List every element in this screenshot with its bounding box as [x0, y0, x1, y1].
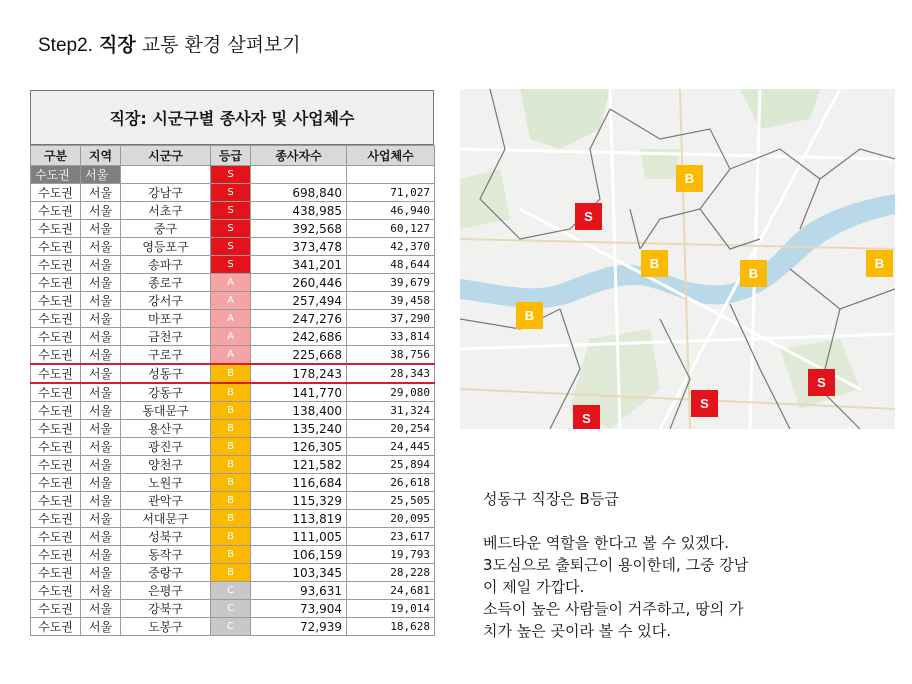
- cell-area: 수도권: [31, 310, 81, 328]
- cell-businesses: 19,014: [347, 600, 435, 618]
- map-badge-b-yongsan: B: [641, 250, 668, 277]
- cell-district: 서대문구: [121, 510, 211, 528]
- cell-workers: 138,400: [251, 402, 347, 420]
- region-blank: [121, 166, 211, 184]
- cell-businesses: 26,618: [347, 474, 435, 492]
- cell-workers: 113,819: [251, 510, 347, 528]
- data-table: [30, 145, 435, 636]
- cell-grade: B: [211, 546, 251, 564]
- map-badge-b-dongdaemun: B: [676, 165, 703, 192]
- cell-region: 서울: [81, 346, 121, 365]
- cell-area: 수도권: [31, 383, 81, 402]
- cell-workers: 141,770: [251, 383, 347, 402]
- title-bold: 직장: [98, 34, 136, 56]
- cell-businesses: 39,679: [347, 274, 435, 292]
- cell-region: 서울: [81, 184, 121, 202]
- cell-businesses: 24,445: [347, 438, 435, 456]
- cell-region: 서울: [81, 474, 121, 492]
- table-row: [31, 310, 435, 328]
- cell-area: 수도권: [31, 510, 81, 528]
- map-badge-s-jung: S: [575, 203, 602, 230]
- cell-district: 동대문구: [121, 402, 211, 420]
- table-row: [31, 292, 435, 310]
- cell-district: 용산구: [121, 420, 211, 438]
- cell-workers: 260,446: [251, 274, 347, 292]
- cell-businesses: 60,127: [347, 220, 435, 238]
- cell-workers: 247,276: [251, 310, 347, 328]
- cell-district: 중구: [121, 220, 211, 238]
- cell-district: 중랑구: [121, 564, 211, 582]
- cell-area: 수도권: [31, 292, 81, 310]
- col-header-area: 구분: [31, 146, 81, 166]
- cell-region: 서울: [81, 220, 121, 238]
- cell-grade: B: [211, 402, 251, 420]
- cell-grade: A: [211, 292, 251, 310]
- cell-grade: B: [211, 438, 251, 456]
- cell-grade: B: [211, 528, 251, 546]
- cell-area: 수도권: [31, 618, 81, 636]
- cell-grade: A: [211, 328, 251, 346]
- cell-district: 마포구: [121, 310, 211, 328]
- cell-businesses: 25,505: [347, 492, 435, 510]
- cell-area: 수도권: [31, 328, 81, 346]
- cell-district: 도봉구: [121, 618, 211, 636]
- table-row: [31, 528, 435, 546]
- seoul-map: [460, 89, 895, 429]
- cell-district: 성동구: [121, 364, 211, 383]
- cell-workers: 111,005: [251, 528, 347, 546]
- table-row: [31, 274, 435, 292]
- cell-district: 성북구: [121, 528, 211, 546]
- cell-region: 서울: [81, 582, 121, 600]
- cell-workers: 178,243: [251, 364, 347, 383]
- col-header-workers: 종사자수: [251, 146, 347, 166]
- cell-region: 서울: [81, 546, 121, 564]
- region-name: 서울: [81, 166, 121, 184]
- region-area: 수도권: [31, 166, 81, 184]
- cell-businesses: 25,894: [347, 456, 435, 474]
- map-badge-s-songpa: S: [808, 369, 835, 396]
- cell-workers: 106,159: [251, 546, 347, 564]
- cell-grade: A: [211, 346, 251, 365]
- commentary-line: 치가 높은 곳이라 볼 수 있다.: [483, 622, 671, 640]
- cell-workers: 93,631: [251, 582, 347, 600]
- table-row: [31, 510, 435, 528]
- cell-grade: C: [211, 618, 251, 636]
- cell-grade: S: [211, 184, 251, 202]
- cell-businesses: 20,095: [347, 510, 435, 528]
- cell-area: 수도권: [31, 492, 81, 510]
- cell-district: 구로구: [121, 346, 211, 365]
- cell-businesses: 24,681: [347, 582, 435, 600]
- table-row: [31, 618, 435, 636]
- commentary-heading: 성동구 직장은 B등급: [483, 490, 619, 508]
- col-header-district: 시군구: [121, 146, 211, 166]
- cell-district: 관악구: [121, 492, 211, 510]
- cell-region: 서울: [81, 528, 121, 546]
- table-row: [31, 238, 435, 256]
- commentary: [483, 488, 843, 642]
- cell-workers: 121,582: [251, 456, 347, 474]
- cell-grade: S: [211, 202, 251, 220]
- cell-district: 은평구: [121, 582, 211, 600]
- cell-district: 금천구: [121, 328, 211, 346]
- table-row: [31, 582, 435, 600]
- cell-businesses: 31,324: [347, 402, 435, 420]
- cell-district: 종로구: [121, 274, 211, 292]
- cell-area: 수도권: [31, 456, 81, 474]
- cell-workers: 115,329: [251, 492, 347, 510]
- map-badge-b-mapo: B: [516, 302, 543, 329]
- cell-grade: B: [211, 492, 251, 510]
- table-row: [31, 328, 435, 346]
- commentary-line: 소득이 높은 사람들이 거주하고, 땅의 가: [483, 600, 744, 618]
- cell-region: 서울: [81, 510, 121, 528]
- cell-region: 서울: [81, 274, 121, 292]
- cell-businesses: 28,343: [347, 364, 435, 383]
- cell-area: 수도권: [31, 600, 81, 618]
- cell-area: 수도권: [31, 420, 81, 438]
- region-blank: [347, 166, 435, 184]
- map-badge-s-gangnam: S: [691, 390, 718, 417]
- table-row: [31, 346, 435, 365]
- title-rest: 교통 환경 살펴보기: [141, 34, 301, 56]
- cell-businesses: 37,290: [347, 310, 435, 328]
- table-header-row: [31, 146, 435, 166]
- cell-businesses: 39,458: [347, 292, 435, 310]
- cell-area: 수도권: [31, 184, 81, 202]
- cell-grade: B: [211, 383, 251, 402]
- cell-workers: 373,478: [251, 238, 347, 256]
- cell-district: 강서구: [121, 292, 211, 310]
- page-title: [38, 30, 301, 57]
- cell-grade: B: [211, 564, 251, 582]
- cell-region: 서울: [81, 600, 121, 618]
- cell-region: 서울: [81, 202, 121, 220]
- cell-region: 서울: [81, 256, 121, 274]
- workplace-table: [30, 90, 434, 636]
- cell-district: 노원구: [121, 474, 211, 492]
- cell-district: 강남구: [121, 184, 211, 202]
- cell-grade: S: [211, 256, 251, 274]
- cell-area: 수도권: [31, 528, 81, 546]
- cell-district: 동작구: [121, 546, 211, 564]
- col-header-grade: 등급: [211, 146, 251, 166]
- table-row: [31, 364, 435, 383]
- table-row: [31, 474, 435, 492]
- cell-area: 수도권: [31, 582, 81, 600]
- cell-district: 송파구: [121, 256, 211, 274]
- table-row: [31, 202, 435, 220]
- cell-grade: C: [211, 600, 251, 618]
- col-header-region: 지역: [81, 146, 121, 166]
- region-blank: [251, 166, 347, 184]
- cell-region: 서울: [81, 564, 121, 582]
- commentary-line: 베드타운 역할을 한다고 볼 수 있겠다.: [483, 534, 729, 552]
- table-row: [31, 184, 435, 202]
- cell-grade: B: [211, 420, 251, 438]
- cell-workers: 126,305: [251, 438, 347, 456]
- cell-businesses: 38,756: [347, 346, 435, 365]
- cell-workers: 242,686: [251, 328, 347, 346]
- cell-businesses: 18,628: [347, 618, 435, 636]
- cell-region: 서울: [81, 492, 121, 510]
- cell-area: 수도권: [31, 474, 81, 492]
- cell-district: 광진구: [121, 438, 211, 456]
- cell-grade: B: [211, 510, 251, 528]
- table-row: [31, 564, 435, 582]
- table-row: [31, 383, 435, 402]
- map-badge-b-gwangjin: B: [866, 250, 893, 277]
- cell-area: 수도권: [31, 546, 81, 564]
- cell-workers: 116,684: [251, 474, 347, 492]
- cell-area: 수도권: [31, 438, 81, 456]
- cell-workers: 341,201: [251, 256, 347, 274]
- table-row: [31, 600, 435, 618]
- col-header-businesses: 사업체수: [347, 146, 435, 166]
- commentary-line: 3도심으로 출퇴근이 용이한데, 그중 강남: [483, 556, 749, 574]
- map-badge-s-seocho: S: [573, 405, 600, 429]
- cell-district: 양천구: [121, 456, 211, 474]
- region-row: [31, 166, 435, 184]
- cell-grade: A: [211, 274, 251, 292]
- table-row: [31, 402, 435, 420]
- cell-area: 수도권: [31, 202, 81, 220]
- region-grade: S: [211, 166, 251, 184]
- cell-region: 서울: [81, 328, 121, 346]
- cell-businesses: 20,254: [347, 420, 435, 438]
- cell-grade: C: [211, 582, 251, 600]
- cell-workers: 72,939: [251, 618, 347, 636]
- cell-region: 서울: [81, 310, 121, 328]
- cell-region: 서울: [81, 438, 121, 456]
- table-row: [31, 420, 435, 438]
- cell-area: 수도권: [31, 346, 81, 365]
- cell-businesses: 19,793: [347, 546, 435, 564]
- cell-workers: 225,668: [251, 346, 347, 365]
- table-row: [31, 546, 435, 564]
- cell-area: 수도권: [31, 364, 81, 383]
- cell-grade: A: [211, 310, 251, 328]
- cell-businesses: 48,644: [347, 256, 435, 274]
- cell-businesses: 23,617: [347, 528, 435, 546]
- table-title: 직장: 시군구별 종사자 및 사업체수: [30, 90, 434, 145]
- cell-district: 강북구: [121, 600, 211, 618]
- cell-businesses: 46,940: [347, 202, 435, 220]
- cell-workers: 438,985: [251, 202, 347, 220]
- map-badge-b-seongdong: B: [740, 260, 767, 287]
- cell-region: 서울: [81, 618, 121, 636]
- cell-area: 수도권: [31, 256, 81, 274]
- cell-grade: B: [211, 364, 251, 383]
- cell-workers: 103,345: [251, 564, 347, 582]
- cell-area: 수도권: [31, 238, 81, 256]
- cell-grade: B: [211, 456, 251, 474]
- table-row: [31, 438, 435, 456]
- cell-grade: S: [211, 238, 251, 256]
- cell-businesses: 29,080: [347, 383, 435, 402]
- cell-area: 수도권: [31, 220, 81, 238]
- cell-district: 영등포구: [121, 238, 211, 256]
- cell-businesses: 33,814: [347, 328, 435, 346]
- cell-region: 서울: [81, 383, 121, 402]
- cell-area: 수도권: [31, 274, 81, 292]
- table-row: [31, 220, 435, 238]
- cell-region: 서울: [81, 292, 121, 310]
- title-step: Step2.: [38, 35, 93, 56]
- cell-workers: 698,840: [251, 184, 347, 202]
- cell-workers: 392,568: [251, 220, 347, 238]
- cell-businesses: 71,027: [347, 184, 435, 202]
- table-row: [31, 256, 435, 274]
- cell-workers: 73,904: [251, 600, 347, 618]
- cell-region: 서울: [81, 420, 121, 438]
- cell-region: 서울: [81, 456, 121, 474]
- cell-businesses: 28,228: [347, 564, 435, 582]
- cell-workers: 257,494: [251, 292, 347, 310]
- cell-area: 수도권: [31, 564, 81, 582]
- table-row: [31, 492, 435, 510]
- cell-grade: B: [211, 474, 251, 492]
- cell-region: 서울: [81, 238, 121, 256]
- cell-region: 서울: [81, 364, 121, 383]
- cell-region: 서울: [81, 402, 121, 420]
- cell-businesses: 42,370: [347, 238, 435, 256]
- cell-grade: S: [211, 220, 251, 238]
- cell-workers: 135,240: [251, 420, 347, 438]
- cell-area: 수도권: [31, 402, 81, 420]
- table-row: [31, 456, 435, 474]
- cell-district: 서초구: [121, 202, 211, 220]
- commentary-line: 이 제일 가깝다.: [483, 578, 585, 596]
- cell-district: 강동구: [121, 383, 211, 402]
